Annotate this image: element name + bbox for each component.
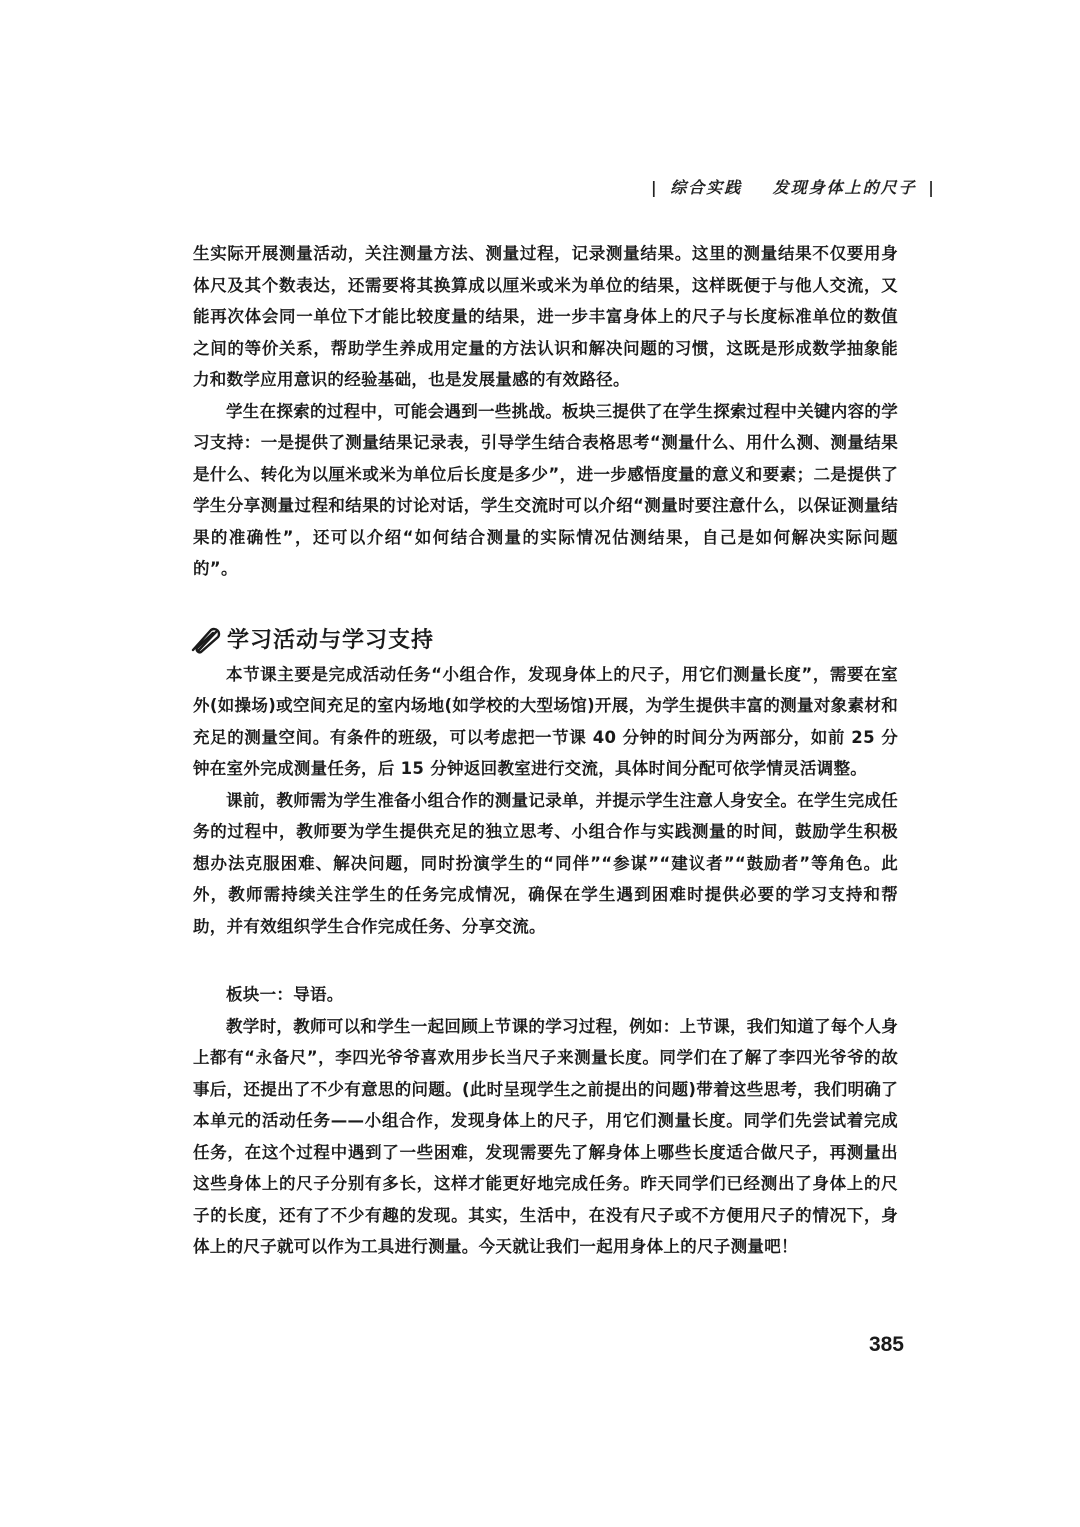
- paragraph-preparation: 课前，教师需为学生准备小组合作的测量记录单，并提示学生注意人身安全。在学生完成任务的过程中，教师要为学生提供充足的独立思考、小组合作与实践测量的时间，鼓励学生积极想办法克服困难、解决问题，同时扮演学生的“同伴”“参谋”“建议者”“鼓励者”等角色。此外，教师需持续关注学生的任务完成情况，确保在学生遇到困难时提供必要的学习支持和帮助，并有效组织学生合作完成任务、分享交流。: [193, 790, 898, 936]
- header-title: 发现身体上的尺子: [772, 178, 917, 197]
- section-title: 学习活动与学习支持: [227, 627, 435, 653]
- page-number: 385: [868, 1333, 904, 1356]
- header-category: 综合实践: [670, 178, 743, 197]
- section-heading: [189, 619, 898, 659]
- paragraph-continued: 生实际开展测量活动，关注测量方法、测量过程，记录测量结果。这里的测量结果不仅要用身体尺及其个数表达，还需要将其换算成以厘米或米为单位的结果，这样既便于与他人交流，又能再次体会同一单位下才能比较度量的结果，进一步丰富身体上的尺子与长度标准单位的数值之间的等价关系，帮助学生养成用定量的方法认识和解决问题的习惯，这既是形成数学抽象能力和数学应用意识的经验基础，也是发展量感的有效路径。: [193, 244, 898, 389]
- page-body: [193, 238, 898, 1263]
- header-bar-left: |: [650, 178, 659, 197]
- paragraph-challenges: 学生在探索的过程中，可能会遇到一些挑战。板块三提供了在学生探索过程中关键内容的学习支持：一是提供了测量结果记录表，引导学生结合表格思考“测量什么、用什么测、测量结果是什么、转化为以厘米或米为单位后长度是多少”，进一步感悟度量的意义和要素；二是提供了学生分享测量过程和结果的讨论对话，学生交流时可以介绍“测量时要注意什么，以保证测量结果的准确性”，还可以介绍“如何结合测量的实际情况估测结果，自己是如何解决实际问题的”。: [193, 401, 898, 578]
- paragraph-lesson-overview: 本节课主要是完成活动任务“小组合作，发现身体上的尺子，用它们测量长度”，需要在室外(如操场)或空间充足的室内场地(如学校的大型场馆)开展，为学生提供丰富的测量对象素材和充足的测量空间。有条件的班级，可以考虑把一节课 40 分钟的时间分为两部分，如前 25 分钟在室外完成测量任务，后 15 分钟返回教室进行交流，具体时间分配可依学情灵活调整。: [193, 664, 898, 778]
- running-header: [647, 175, 940, 198]
- paperclip-icon: [189, 624, 223, 654]
- block-one-paragraph: 教学时，教师可以和学生一起回顾上节课的学习过程，例如：上节课，我们知道了每个人身上都有“永备尺”，李四光爷爷喜欢用步长当尺子来测量长度。同学们在了解了李四光爷爷的故事后，还提出了不少有意思的问题。(此时呈现学生之前提出的问题)带着这些思考，我们明确了本单元的活动任务——小组合作，发现身体上的尺子，用它们测量长度。同学们先尝试着完成任务，在这个过程中遇到了一些困难，发现需要先了解身体上哪些长度适合做尺子，再测量出这些身体上的尺子分别有多长，这样才能更好地完成任务。昨天同学们已经测出了身体上的尺子的长度，还有了不少有趣的发现。其实，生活中，在没有尺子或不方便用尺子的情况下，身体上的尺子就可以作为工具进行测量。今天就让我们一起用身体上的尺子测量吧！: [193, 1016, 898, 1256]
- block-one-heading: 板块一：导语。: [226, 985, 344, 1004]
- header-bar-right: |: [928, 178, 936, 197]
